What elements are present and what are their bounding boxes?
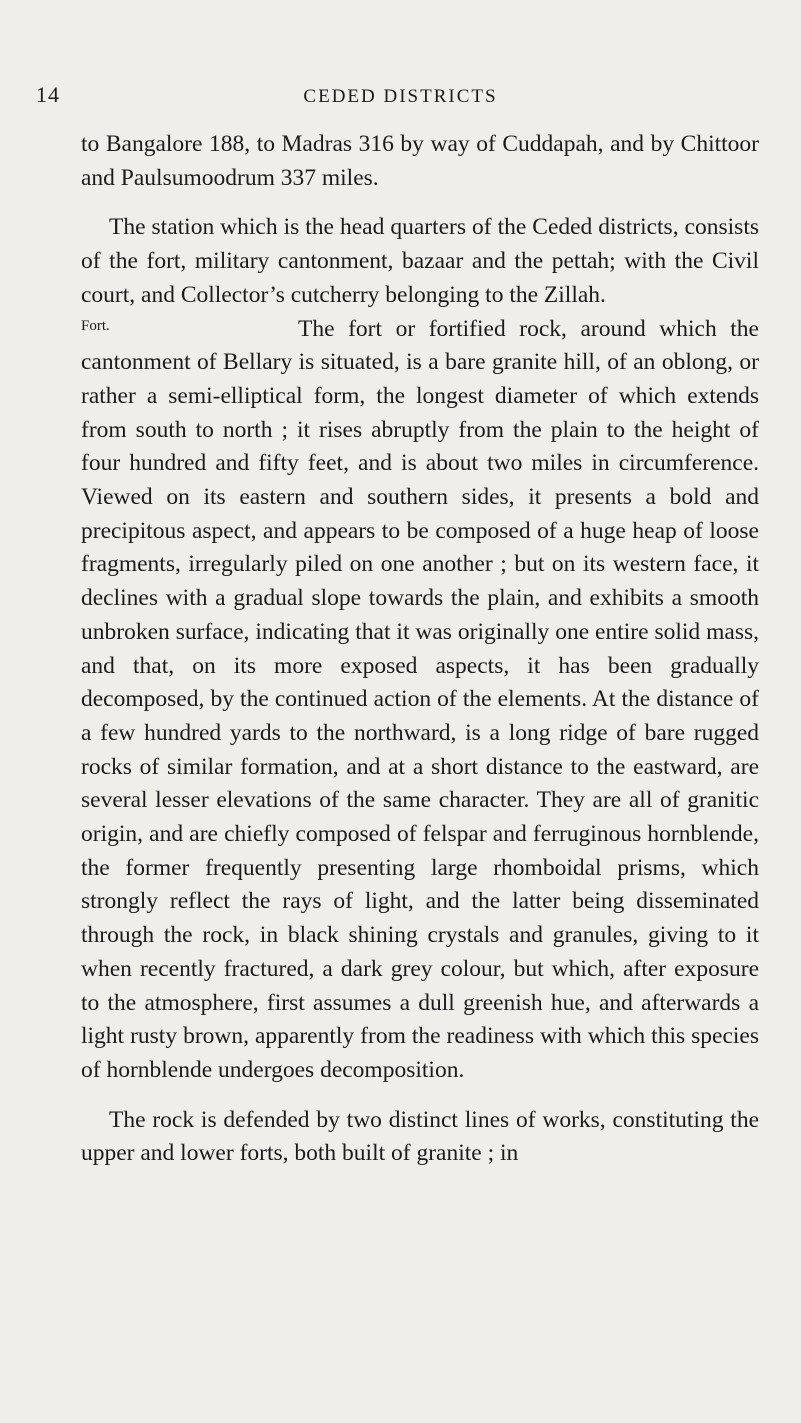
page-number: 14 bbox=[36, 82, 60, 107]
side-note-fort: Fort. bbox=[81, 317, 110, 334]
paragraph-route-distances: to Bangalore 188, to Madras 316 by way of Cuddapah, and by Chittoor and Paulsumoodrum 337 miles. bbox=[81, 131, 759, 191]
body-text bbox=[81, 128, 759, 1171]
paragraph-rock-defences: The rock is defended by two distinct lines of works, constituting the upper and lower forts, both built of granite ; in bbox=[81, 1106, 759, 1167]
running-head: CEDED DISTRICTS bbox=[303, 86, 498, 107]
paragraph-fort-text: The fort or fortified rock, around which the cantonment of Bellary is situated, is a bare granite hill, of an oblong, or rather a semi-elliptical form, the longest diameter of which extends from south to north ; it rises abruptly from the plain to the height of four hundred and fifty feet, and is about two miles in circumference. Viewed on its eastern and southern sides, it presents a bold and precipitous aspect, and appears to be composed of a huge heap of loose fragments, irregularly piled on one another ; but on its western face, it declines with a gradual slope towards the plain, and exhibits a smooth unbroken surface, indicating that it was originally one entire solid mass, and that, on its more exposed aspects, it has been gradually decomposed, by the continued action of the elements. At the distance of a few hundred yards to the northward, is a long ridge of bare rugged rocks of similar formation, and at a short distance to the eastward, are several lesser elevations of the same character. They are all of granitic origin, and are chiefly composed of felspar and ferruginous hornblende, the former frequently presenting large rhomboidal prisms, which strongly reflect the rays of light, and the latter being disseminated through the rock, in black shining crystals and granules, giving to it when recently fractured, a dark grey colour, but which, after exposure to the atmosphere, first assumes a dull greenish hue, and afterwards a light rusty brown, apparently from the readiness with which this species of hornblende undergoes decomposition. bbox=[81, 315, 759, 1083]
paragraph-fort-description bbox=[81, 313, 759, 1088]
paragraph-station-description: The station which is the head quarters of the Ceded districts, consists of the fort, military cantonment, bazaar and the pettah; with the Civil court, and Collector’s cutcherry belonging to the Zillah. bbox=[81, 214, 759, 308]
